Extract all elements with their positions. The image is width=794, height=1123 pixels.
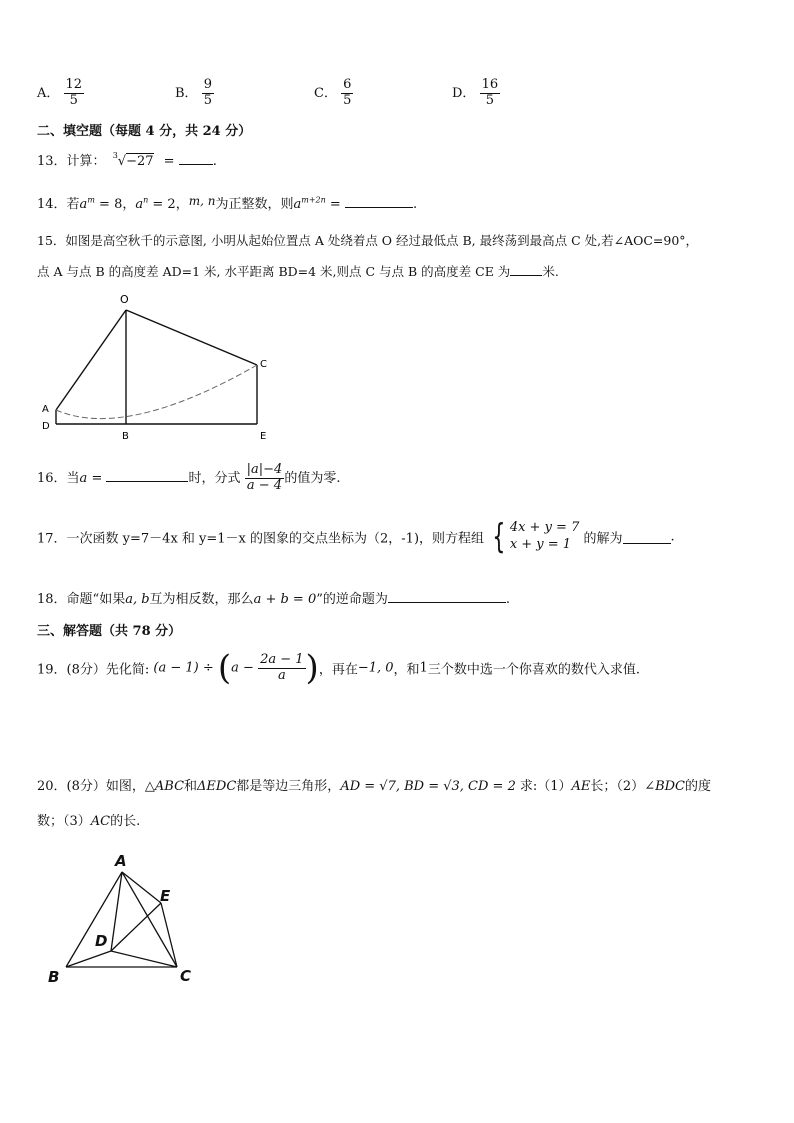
var-a: a: [79, 197, 88, 212]
left-brace-icon: {: [492, 517, 506, 557]
given-values: AD = √7, BD = √3, CD = 2: [340, 779, 516, 794]
segment-AC: AC: [90, 814, 111, 829]
q12-option-b: [175, 78, 214, 109]
q16-mid: 时，分式: [188, 470, 241, 486]
q20-and: 和: [184, 779, 198, 794]
q18-end: .: [505, 592, 511, 607]
section2-title: 二、填空题（每题 4 分，共 24 分）: [37, 124, 252, 139]
fraction: [64, 78, 85, 109]
vars-ab: a, b: [125, 592, 150, 607]
label-O: O: [120, 293, 129, 306]
label-D: D: [95, 932, 108, 950]
q13-end: .: [212, 154, 217, 169]
line-AE: [122, 872, 161, 903]
q20-text5: 数；（3）: [37, 814, 91, 829]
q16-suffix: 的值为零.: [284, 470, 341, 486]
var-a: a: [293, 197, 302, 212]
question-20-line1: [37, 775, 711, 794]
q19-suffix: 三个数中选一个你喜欢的数代入求值.: [427, 662, 640, 678]
numerator: 2a − 1: [260, 651, 304, 667]
q14-eq2: = 2，: [148, 197, 189, 212]
option-letter: A．: [37, 85, 60, 101]
numerator: 16: [481, 77, 499, 92]
line-EC: [161, 903, 177, 967]
q15-line2-end: 米.: [542, 264, 559, 279]
vars-mn: m, n: [188, 194, 216, 208]
q13-equals: =: [163, 154, 175, 169]
left-paren-icon: (: [217, 648, 232, 688]
option-letter: B．: [175, 85, 198, 101]
denominator: a − 4: [246, 477, 283, 493]
q19-mid: ，再在: [318, 662, 358, 678]
expression: a + b = 0: [253, 592, 317, 607]
line-BD: [66, 951, 111, 967]
q14-end: .: [412, 197, 418, 212]
question-16: [37, 463, 340, 494]
label-B: B: [48, 968, 60, 986]
q17-end: .: [670, 529, 675, 545]
question-20-line2: [37, 810, 140, 829]
root-index: 3: [112, 150, 118, 160]
denominator: 5: [343, 92, 352, 108]
q19-mid2: ，和: [393, 662, 420, 678]
line-DC: [111, 951, 177, 967]
label-E: E: [160, 887, 171, 905]
question-19: [37, 648, 640, 688]
q18-mid: 互为相反数，那么: [149, 592, 254, 607]
option-letter: D．: [452, 85, 476, 101]
denominator: 5: [203, 92, 212, 108]
equation-system: [488, 517, 580, 557]
numerator: |a|−4: [246, 462, 283, 477]
q14-eq1: = 8，: [94, 197, 136, 212]
swing-arc: [56, 365, 257, 419]
q20-text4: 的度: [685, 779, 712, 794]
q20-text6: 的长.: [110, 814, 141, 829]
label-D: D: [42, 421, 50, 432]
question-18: [37, 588, 510, 607]
triangle-diagram: [40, 850, 210, 990]
exponent: m+2n: [301, 195, 326, 205]
q20-text3: 长；（2）: [590, 779, 645, 794]
label-C: C: [260, 359, 267, 370]
q18-prefix: 18．命题“如果: [37, 592, 126, 607]
q14-prefix: 14．若: [37, 197, 80, 212]
numerator: 12: [65, 77, 83, 92]
question-13: [37, 150, 217, 169]
var-a: a: [79, 470, 88, 486]
q16-prefix: 16．当: [37, 470, 80, 486]
section3-title: 三、解答题（共 78 分）: [37, 624, 182, 639]
exponent: m: [87, 195, 95, 205]
q15-line2-text: 点 A 与点 B 的高度差 AD=1 米, 水平距离 BD=4 米,则点 C 与点 B 的高度差 CE 为: [37, 264, 511, 279]
values: −1, 0: [357, 660, 394, 676]
denominator: 5: [69, 92, 78, 108]
label-B: B: [122, 431, 129, 442]
answer-blank[interactable]: [510, 263, 542, 276]
radical-sign-icon: √: [117, 154, 127, 169]
q18-suffix: ”的逆命题为: [316, 592, 388, 607]
q17-suffix: 的解为: [583, 531, 623, 547]
denominator: 5: [485, 92, 494, 108]
swing-diagram: [30, 290, 280, 445]
question-14: [37, 193, 417, 212]
question-15-line2: [37, 262, 559, 280]
question-17: [37, 517, 675, 557]
triangle-EDC: ΔEDC: [197, 779, 237, 794]
cube-root: [110, 150, 158, 169]
option-letter: C．: [314, 85, 337, 101]
q20-text1: 都是等边三角形，: [236, 779, 341, 794]
fraction: [202, 78, 214, 109]
question-15-line1: 15．如图是高空秋千的示意图, 小明从起始位置点 A 处绕着点 O 经过最低点 B, 最终荡到最高点 C 处,若∠AOC=90°，: [37, 233, 699, 248]
answer-blank[interactable]: [179, 152, 213, 165]
q14-mid: 为正整数，则: [215, 197, 294, 212]
expression-part2: a −: [231, 660, 254, 676]
answer-blank[interactable]: [345, 195, 413, 208]
label-C: C: [180, 967, 192, 985]
line-OA: [56, 310, 126, 410]
q12-option-c: [314, 78, 353, 109]
right-paren-icon: ): [305, 648, 319, 688]
q16-eq: =: [87, 470, 107, 486]
q20-text2: 求:（1）: [519, 779, 572, 794]
fraction: [258, 653, 305, 684]
q14-eq3: =: [325, 197, 345, 212]
fraction: [480, 78, 501, 109]
equations: [510, 520, 580, 554]
fraction: [341, 78, 353, 109]
line-OC: [126, 310, 257, 365]
line-AD: [111, 872, 122, 951]
label-A: A: [115, 852, 127, 870]
numerator: 6: [343, 77, 352, 92]
q17-prefix: 17．一次函数 y=7－4x 和 y=1－x 的图象的交点坐标为（2，-1)，则方程组: [37, 531, 485, 547]
fraction: [245, 463, 285, 494]
var-a: a: [135, 197, 144, 212]
q12-option-d: [452, 78, 500, 109]
label-A: A: [42, 404, 49, 415]
exponent: n: [143, 195, 149, 205]
expression-part1: (a − 1) ÷: [153, 660, 214, 676]
radicand: −27: [126, 154, 154, 169]
q20-intro: 20．(8分）如图，: [37, 779, 145, 794]
q19-prefix: 19．(8分）先化简:: [37, 662, 150, 678]
segment-AE: AE: [571, 779, 591, 794]
angle-BDC: ∠BDC: [644, 779, 686, 794]
q12-option-a: [37, 78, 84, 109]
equation-2: x + y = 1: [509, 537, 572, 552]
triangle-ABC: △ABC: [144, 779, 185, 794]
answer-blank[interactable]: [106, 469, 188, 482]
line-AB: [66, 872, 122, 967]
numerator: 9: [203, 77, 212, 92]
answer-blank[interactable]: [388, 590, 506, 603]
q13-prefix: 13．计算：: [37, 154, 106, 169]
label-E: E: [260, 431, 267, 442]
denominator: a: [277, 667, 286, 683]
value-3: 1: [419, 660, 428, 676]
equation-1: 4x + y = 7: [509, 520, 580, 536]
answer-blank[interactable]: [623, 531, 671, 544]
